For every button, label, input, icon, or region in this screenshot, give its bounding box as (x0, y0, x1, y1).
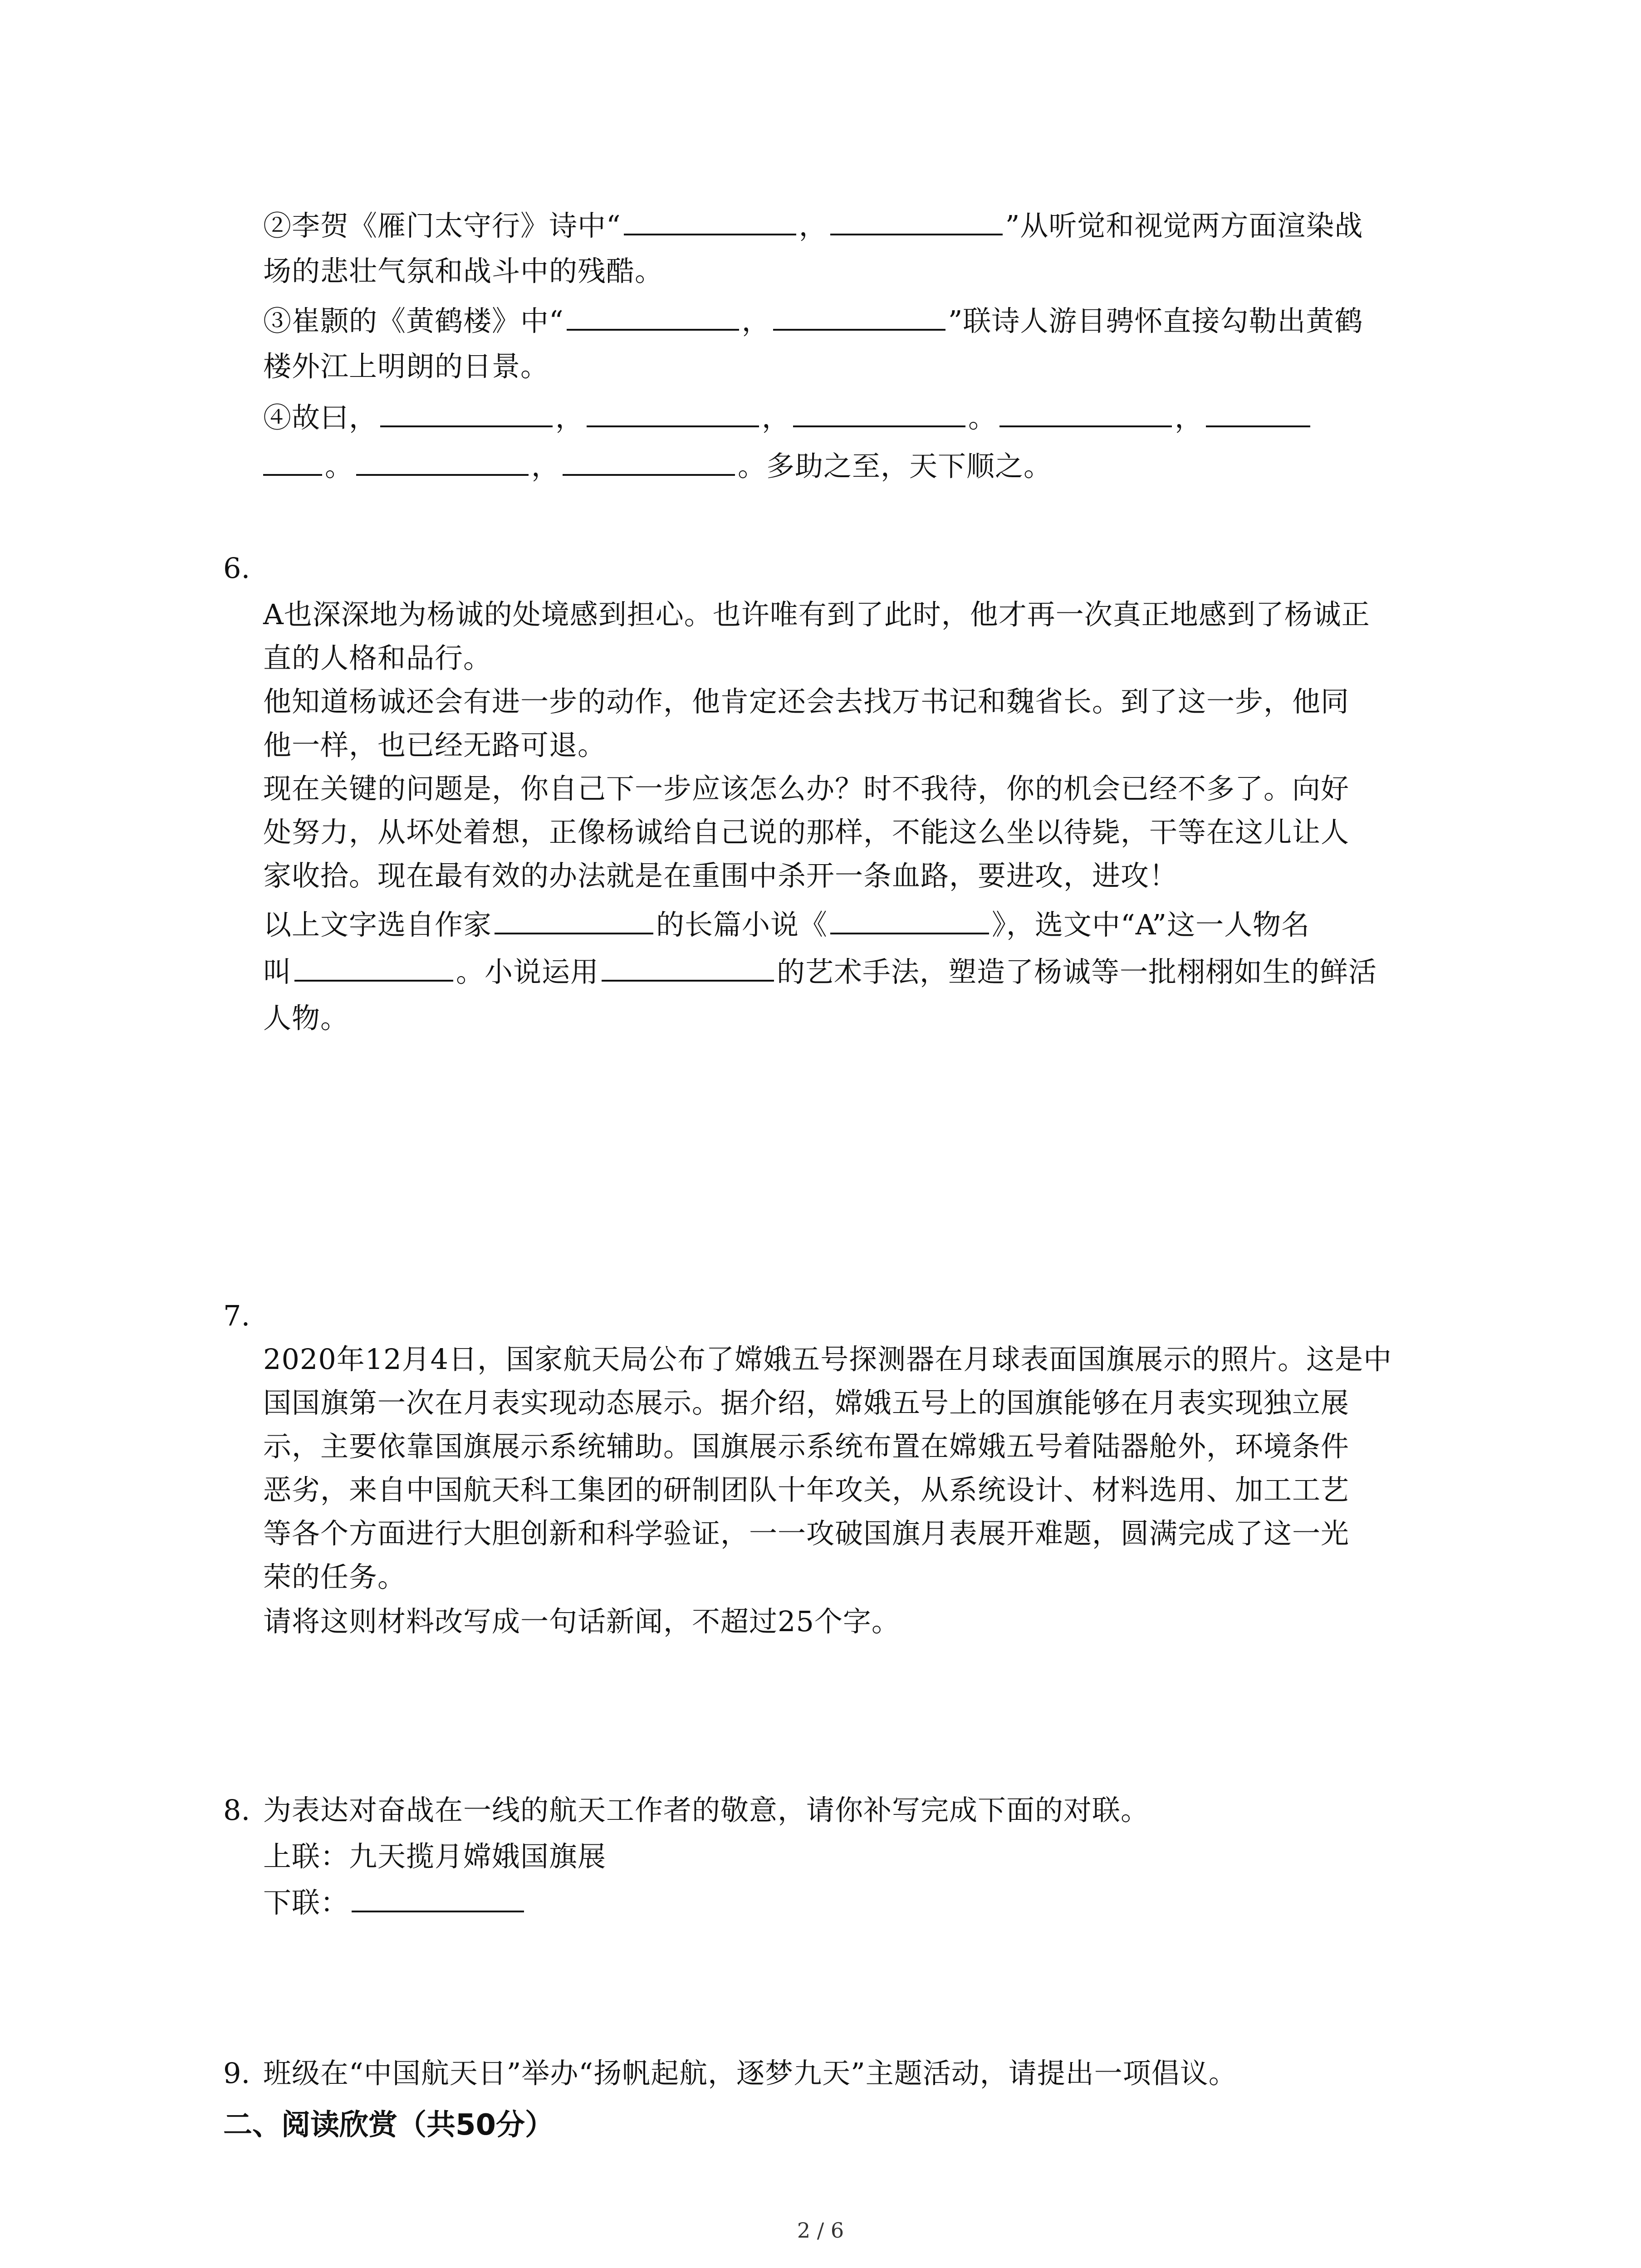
q5-item2-sep: ， (798, 209, 828, 242)
q5-item4-line1: ④故曰， ， ， 。 ， (263, 398, 1313, 437)
q6-passage-line: 他一样，也已经无路可退。 (263, 728, 607, 762)
q7-question-line: 请将这则材料改写成一句话新闻，不超过25个字。 (263, 1605, 900, 1638)
q5-item4-text-a: ④故曰， (263, 401, 378, 434)
q9-prompt: 班级在“中国航天日”举办“扬帆起航，逐梦九天”主题活动，请提出一项倡议。 (263, 2057, 1237, 2090)
q7-passage-line: 等各个方面进行大胆创新和科学验证，一一攻破国旗月表展开难题，圆满完成了这一光 (263, 1517, 1350, 1550)
q5-item2-text-a: ②李贺《雁门太守行》诗中“ (263, 209, 621, 242)
answer-blank[interactable] (380, 398, 553, 427)
q6-passage-line: A也深深地为杨诚的处境感到担心。也许唯有到了此时，他才再一次真正地感到了杨诚正 (263, 598, 1370, 631)
answer-blank[interactable] (352, 1883, 524, 1912)
q5-item3-sep: ， (741, 304, 770, 337)
answer-blank[interactable] (563, 447, 735, 476)
q5-item3-line1 (263, 302, 1363, 341)
q6-passage-line: 直的人格和品行。 (263, 641, 492, 675)
q9-number: 9. (223, 2057, 250, 2090)
q6-passage-line: 家收拾。现在最有效的办法就是在重围中杀开一条血路，要进攻，进攻！ (263, 859, 1178, 892)
q6-question-line3: 人物。 (263, 1002, 349, 1035)
q8-upper-couplet: 上联：九天揽月嫦娥国旗展 (263, 1840, 607, 1873)
q6-question-line2: 叫 。小说运用 的艺术手法，塑造了杨诚等一批栩栩如生的鲜活 (263, 953, 1377, 992)
answer-blank[interactable] (830, 905, 989, 934)
answer-blank[interactable] (793, 398, 965, 427)
answer-blank[interactable] (624, 206, 796, 235)
q6-number: 6. (223, 552, 250, 585)
q7-passage-line: 示，主要依靠国旗展示系统辅助。国旗展示系统布置在嫦娥五号着陆器舱外，环境条件 (263, 1430, 1350, 1463)
q8-number: 8. (223, 1794, 250, 1827)
q7-passage-line: 荣的任务。 (263, 1560, 407, 1593)
q7-passage-line: 国国旗第一次在月表实现动态展示。据介绍，嫦娥五号上的国旗能够在月表实现独立展 (263, 1386, 1350, 1419)
q8-prompt: 为表达对奋战在一线的航天工作者的敬意，请你补写完成下面的对联。 (263, 1794, 1150, 1827)
answer-blank[interactable] (294, 953, 453, 982)
answer-blank[interactable] (587, 398, 759, 427)
q5-item2-text-b: ”从听觉和视觉两方面渲染战 (1005, 209, 1363, 242)
answer-blank[interactable] (999, 398, 1172, 427)
q5-item4-line2: 。 ， 。多助之至，天下顺之。 (263, 447, 1052, 486)
q7-passage-line: 恶劣，来自中国航天科工集团的研制团队十年攻关，从系统设计、材料选用、加工工艺 (263, 1473, 1350, 1506)
q7-passage-line: 2020年12月4日，国家航天局公布了嫦娥五号探测器在月球表面国旗展示的照片。这是中 (263, 1343, 1392, 1376)
answer-blank[interactable] (567, 302, 739, 331)
answer-blank[interactable] (773, 302, 945, 331)
q7-number: 7. (223, 1299, 250, 1332)
answer-blank[interactable] (602, 953, 774, 982)
page-number: 2 / 6 (797, 2218, 844, 2243)
q6-passage-line: 他知道杨诚还会有进一步的动作，他肯定还会去找万书记和魏省长。到了这一步，他同 (263, 685, 1350, 718)
q5-item2-line2: 场的悲壮气氛和战斗中的残酷。 (263, 254, 664, 288)
answer-blank[interactable] (263, 447, 322, 476)
q5-item3-line2: 楼外江上明朗的日景。 (263, 350, 549, 383)
q8-lower-couplet: 下联： (263, 1883, 527, 1922)
q5-item3-text-b: ”联诗人游目骋怀直接勾勒出黄鹤 (948, 304, 1363, 337)
q5-item3-text-a: ③崔颢的《黄鹤楼》中“ (263, 304, 564, 337)
q6-passage-line: 现在关键的问题是，你自己下一步应该怎么办？时不我待，你的机会已经不多了。向好 (263, 772, 1350, 805)
q6-question-line1: 以上文字选自作家 的长篇小说《 》，选文中“A”这一人物名 (263, 905, 1310, 944)
q5-item2-line1 (263, 206, 1363, 245)
q6-passage-line: 处努力，从坏处着想，正像杨诚给自己说的那样，不能这么坐以待毙，干等在这儿让人 (263, 816, 1350, 849)
section-heading: 二、阅读欣赏（共50分） (223, 2108, 554, 2142)
answer-blank[interactable] (830, 206, 1003, 235)
answer-blank[interactable] (495, 905, 653, 934)
answer-blank[interactable] (1206, 398, 1310, 427)
answer-blank[interactable] (356, 447, 529, 476)
